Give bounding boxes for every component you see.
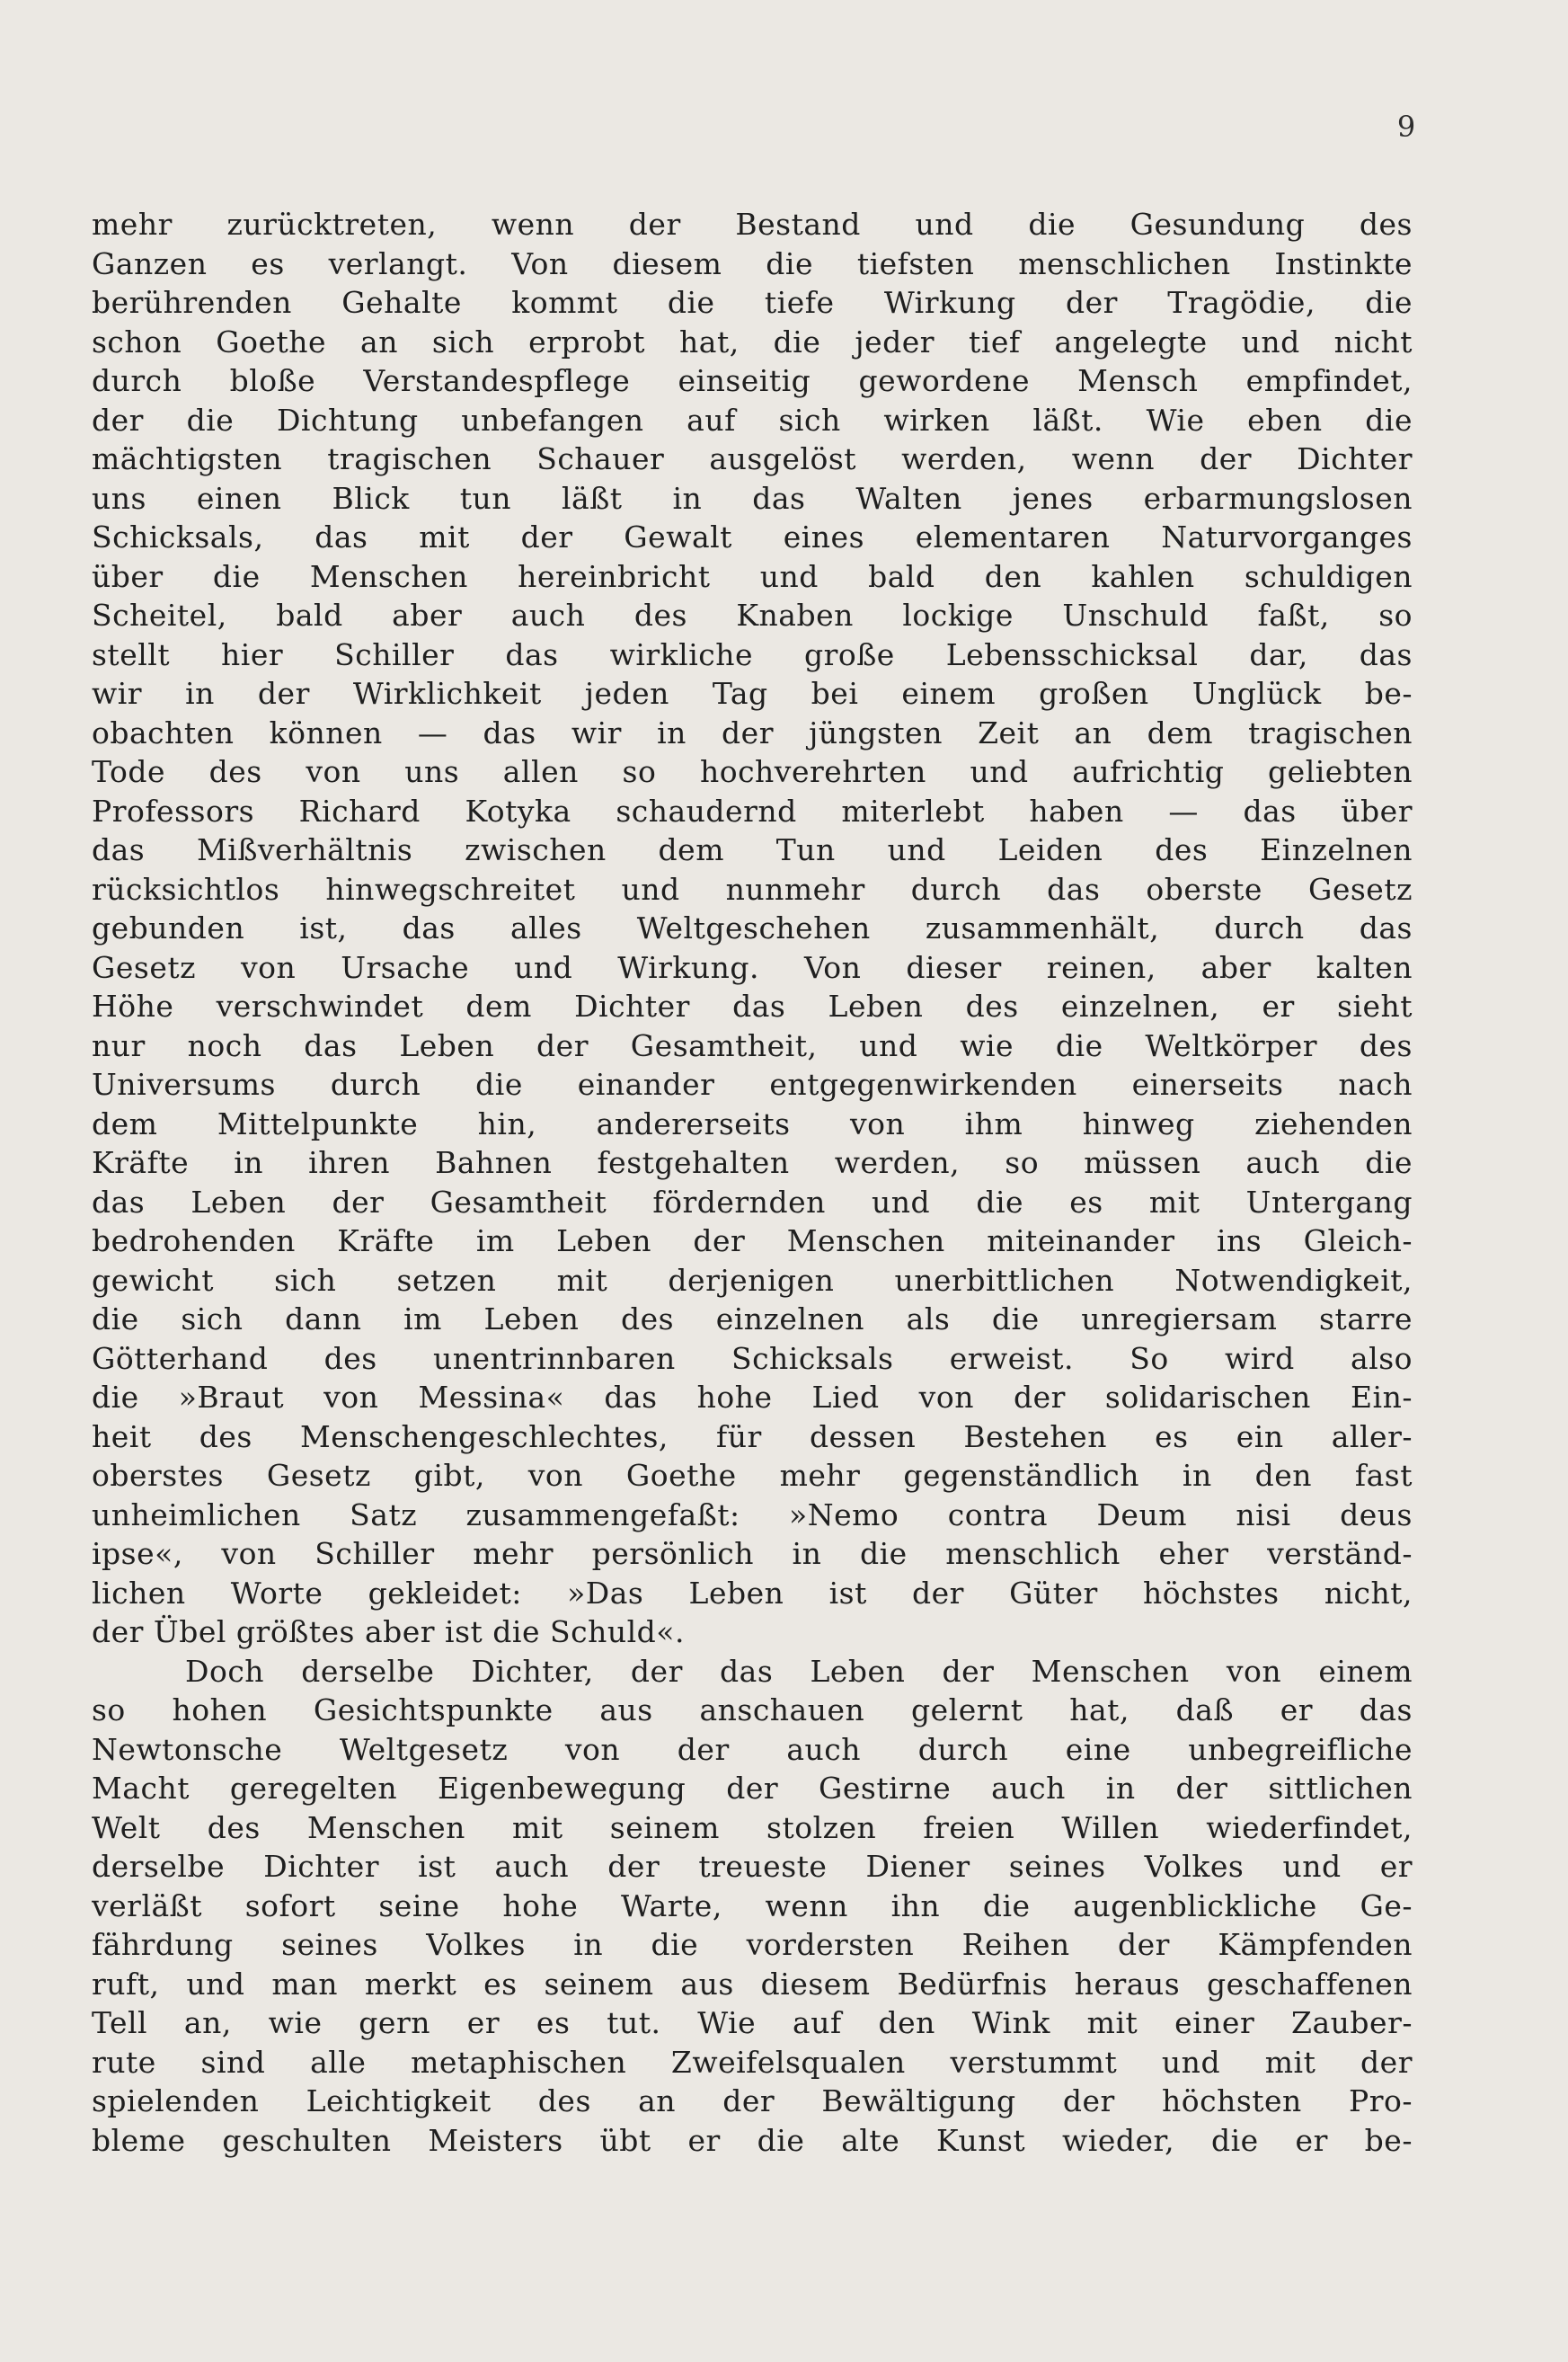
- text-line: die sich dann im Leben des einzelnen als die unregiersam starre: [92, 1301, 1413, 1336]
- text-line: nur noch das Leben der Gesamtheit, und wie die Weltkörper des: [92, 1027, 1413, 1063]
- text-line: mächtigsten tragischen Schauer ausgelöst werden, wenn der Dichter: [92, 441, 1413, 476]
- text-line: das Leben der Gesamtheit fördernden und die es mit Untergang: [92, 1184, 1413, 1220]
- text-line: gewicht sich setzen mit derjenigen unerbittlichen Notwendigkeit,: [92, 1262, 1413, 1298]
- text-line: Ganzen es verlangt. Von diesem die tiefsten menschlichen Instinkte: [92, 245, 1413, 281]
- text-line: verläßt sofort seine hohe Warte, wenn ihn die augenblickliche Ge-: [92, 1887, 1413, 1923]
- text-line: Tode des von uns allen so hochverehrten und aufrichtig geliebten: [92, 754, 1413, 789]
- text-line: fährdung seines Volkes in die vordersten Reihen der Kämpfenden: [92, 1927, 1413, 1962]
- text-line: berührenden Gehalte kommt die tiefe Wirkung der Tragödie, die: [92, 285, 1413, 320]
- text-line: oberstes Gesetz gibt, von Goethe mehr gegenständlich in den fast: [92, 1458, 1413, 1493]
- text-line: bedrohenden Kräfte im Leben der Menschen miteinander ins Gleich-: [92, 1223, 1413, 1258]
- text-line: durch bloße Verstandespflege einseitig gewordene Mensch empfindet,: [92, 363, 1413, 398]
- text-line: obachten können — das wir in der jüngsten Zeit an dem tragischen: [92, 715, 1413, 750]
- text-line: unheimlichen Satz zusammengefaßt: »Nemo contra Deum nisi deus: [92, 1496, 1413, 1532]
- text-line: Kräfte in ihren Bahnen festgehalten werden, so müssen auch die: [92, 1145, 1413, 1180]
- text-line: Newtonsche Weltgesetz von der auch durch eine unbegreifliche: [92, 1731, 1413, 1767]
- text-line: derselbe Dichter ist auch der treueste Diener seines Volkes und er: [92, 1849, 1413, 1884]
- text-line: über die Menschen hereinbricht und bald den kahlen schuldigen: [92, 558, 1413, 594]
- text-line: der Übel größtes aber ist die Schuld«.: [92, 1614, 685, 1649]
- text-line: die »Braut von Messina« das hohe Lied von der solidarischen Ein-: [92, 1380, 1413, 1415]
- text-line: Schicksals, das mit der Gewalt eines elementaren Naturvorganges: [92, 519, 1413, 555]
- text-line: lichen Worte gekleidet: »Das Leben ist der Güter höchstes nicht,: [92, 1575, 1413, 1611]
- text-line: wir in der Wirklichkeit jeden Tag bei einem großen Unglück be-: [92, 676, 1413, 711]
- page-number: 9: [1396, 110, 1416, 144]
- text-line: Doch derselbe Dichter, der das Leben der Menschen von einem: [185, 1653, 1413, 1689]
- text-line: Professors Richard Kotyka schaudernd miterlebt haben — das über: [92, 793, 1413, 829]
- text-line: schon Goethe an sich erprobt hat, die jeder tief angelegte und nicht: [92, 324, 1413, 360]
- text-line: heit des Menschengeschlechtes, für dessen Bestehen es ein aller-: [92, 1418, 1413, 1454]
- body-text: [92, 205, 1413, 2160]
- text-line: Universums durch die einander entgegenwirkenden einerseits nach: [92, 1067, 1413, 1102]
- text-line: Macht geregelten Eigenbewegung der Gestirne auch in der sittlichen: [92, 1771, 1413, 1806]
- text-line: rute sind alle metaphischen Zweifelsqualen verstummt und mit der: [92, 2044, 1413, 2080]
- text-line: der die Dichtung unbefangen auf sich wirken läßt. Wie eben die: [92, 402, 1413, 438]
- text-line: dem Mittelpunkte hin, andererseits von ihm hinweg ziehenden: [92, 1106, 1413, 1141]
- text-line: mehr zurücktreten, wenn der Bestand und die Gesundung des: [92, 207, 1413, 242]
- text-line: spielenden Leichtigkeit des an der Bewältigung der höchsten Pro-: [92, 2083, 1413, 2118]
- text-line: gebunden ist, das alles Weltgeschehen zusammenhält, durch das: [92, 910, 1413, 946]
- text-line: rücksichtlos hinwegschreitet und nunmehr durch das oberste Gesetz: [92, 871, 1413, 907]
- text-line: Gesetz von Ursache und Wirkung. Von dieser reinen, aber kalten: [92, 949, 1413, 985]
- text-line: Scheitel, bald aber auch des Knaben lockige Unschuld faßt, so: [92, 598, 1413, 633]
- text-line: uns einen Blick tun läßt in das Walten jenes erbarmungslosen: [92, 480, 1413, 516]
- text-line: ruft, und man merkt es seinem aus diesem Bedürfnis heraus geschaffenen: [92, 1966, 1413, 2002]
- text-line: das Mißverhältnis zwischen dem Tun und Leiden des Einzelnen: [92, 832, 1413, 867]
- text-line: Welt des Menschen mit seinem stolzen freien Willen wiederfindet,: [92, 1809, 1413, 1845]
- text-line: Tell an, wie gern er es tut. Wie auf den Wink mit einer Zauber-: [92, 2005, 1413, 2040]
- text-line: stellt hier Schiller das wirkliche große Lebensschicksal dar, das: [92, 636, 1413, 672]
- text-line: Höhe verschwindet dem Dichter das Leben des einzelnen, er sieht: [92, 989, 1413, 1024]
- text-line: so hohen Gesichtspunkte aus anschauen gelernt hat, daß er das: [92, 1692, 1413, 1727]
- text-line: bleme geschulten Meisters übt er die alte Kunst wieder, die er be-: [92, 2122, 1413, 2158]
- text-line: ipse«, von Schiller mehr persönlich in die menschlich eher verständ-: [92, 1536, 1413, 1571]
- text-line: Götterhand des unentrinnbaren Schicksals erweist. So wird also: [92, 1340, 1413, 1376]
